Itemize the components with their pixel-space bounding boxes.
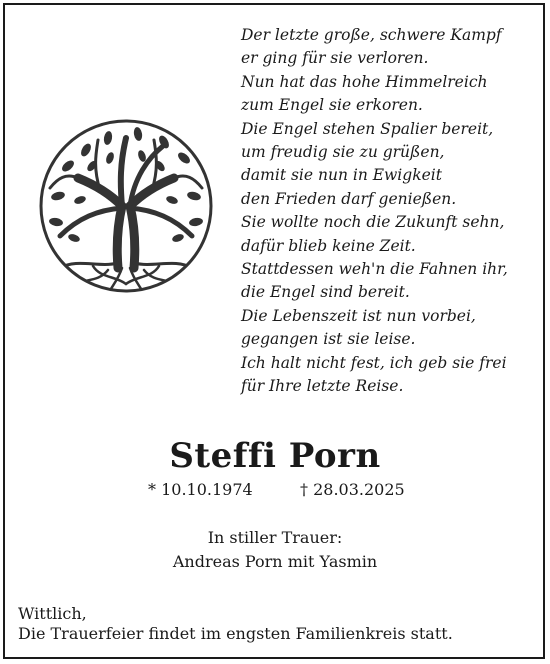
poem-line: um freudig sie zu grüßen, [241, 143, 445, 162]
poem-line: dafür blieb keine Zeit. [241, 236, 416, 255]
poem-line: damit sie nun in Ewigkeit [241, 166, 442, 185]
poem-line: Stattdessen weh'n die Fahnen ihr, [241, 260, 508, 279]
poem-line: den Frieden darf genießen. [241, 189, 457, 208]
death-date: † 28.03.2025 [300, 480, 405, 499]
poem-line: Die Lebenszeit ist nun vorbei, [241, 306, 476, 325]
poem-line: Der letzte große, schwere Kampf [241, 26, 502, 44]
tree-of-life-icon [38, 118, 214, 294]
poem [241, 24, 541, 399]
birth-date: * 10.10.1974 [148, 480, 253, 499]
mourners-block [0, 526, 550, 574]
poem-line: Ich halt nicht fest, ich geb sie frei [241, 353, 507, 372]
poem-line: Sie wollte noch die Zukunft sehn, [241, 213, 505, 232]
poem-line: Nun hat das hohe Himmelreich [241, 72, 488, 91]
footer-note: Die Trauerfeier findet im engsten Familienkreis statt. [18, 624, 453, 643]
footer-block [18, 604, 453, 644]
poem-line: gegangen ist sie leise. [241, 330, 416, 349]
poem-line: die Engel sind bereit. [241, 283, 410, 302]
poem-line: zum Engel sie erkoren. [241, 96, 423, 115]
poem-line: Die Engel stehen Spalier bereit, [241, 119, 494, 138]
poem-line: für Ihre letzte Reise. [241, 377, 404, 396]
mourners-names: Andreas Porn mit Yasmin [172, 552, 378, 571]
deceased-name: Steffi Porn [169, 436, 381, 476]
mourners-intro: In stiller Trauer: [207, 528, 343, 547]
footer-place: Wittlich, [18, 604, 87, 623]
poem-line: er ging für sie verloren. [241, 49, 429, 68]
